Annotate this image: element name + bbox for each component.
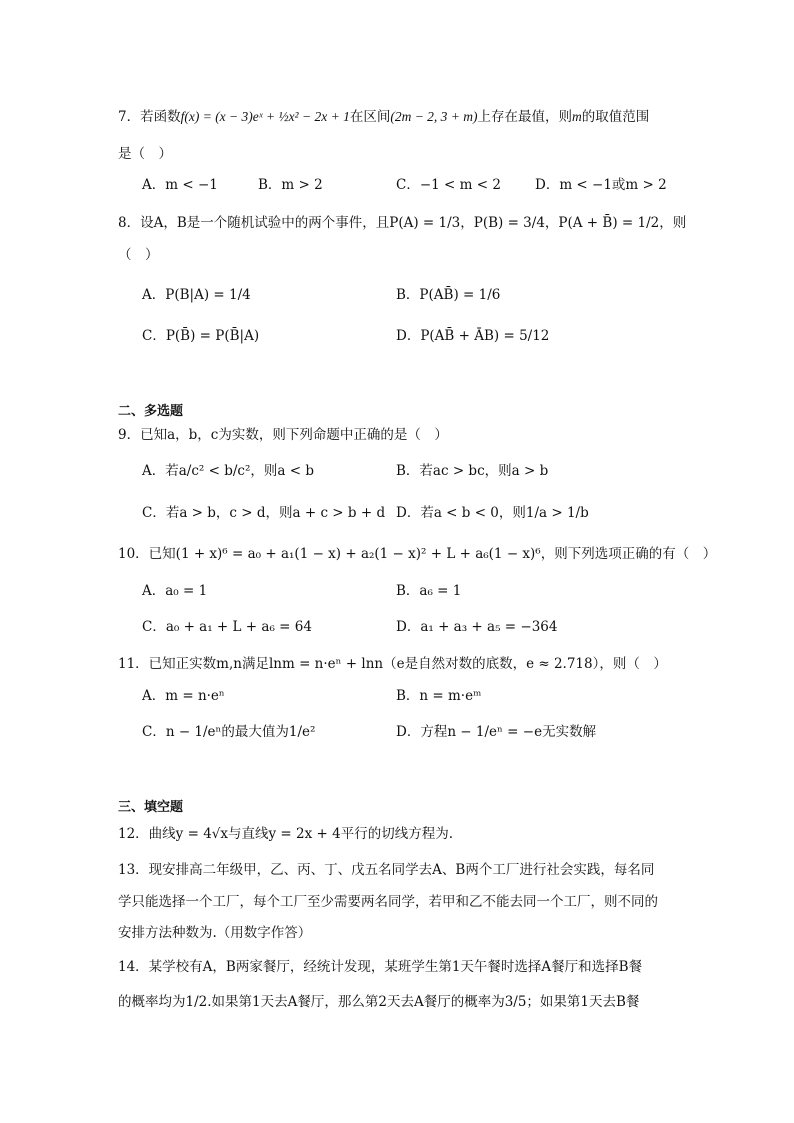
q8-stem: 8．设A，B是一个随机试验中的两个事件，且P(A) = 1/3，P(B) = 3/4，P(A + B̄) = 1/2，则	[118, 215, 687, 231]
q7-option-b: B．m > 2	[258, 177, 323, 193]
q11-option-c: C．n − 1/eⁿ的最大值为1/e²	[142, 724, 316, 740]
q7-stem-text-4: 的取值范围	[581, 109, 650, 125]
q9-option-a: A．若a/c² < b/c²，则a < b	[142, 463, 314, 479]
q12-stem: 12．曲线y = 4√x与直线y = 2x + 4平行的切线方程为.	[118, 826, 454, 842]
q9-option-b: B．若ac > bc，则a > b	[396, 463, 549, 479]
q7-option-c: C．−1 < m < 2	[396, 177, 501, 193]
q14-line-2: 的概率均为1/2.如果第1天去A餐厅，那么第2天去A餐厅的概率为3/5；如果第1天去B餐	[118, 994, 640, 1010]
q7-option-a: A．m < −1	[142, 177, 218, 193]
q7-stem-text-3: 上存在最值，则	[477, 109, 573, 125]
q11-option-a: A．m = n·eⁿ	[142, 688, 225, 704]
q10-option-d: D．a₁ + a₃ + a₅ = −364	[396, 619, 558, 635]
q8-option-c: C．P(B̄) = P(B̄|A)	[142, 328, 260, 344]
q7-var: m	[572, 109, 582, 124]
q13-line-1: 13．现安排高二年级甲，乙、丙、丁、戊五名同学去A、B两个工厂进行社会实践，每名同	[118, 862, 655, 878]
q8-stem-line2: （ ）	[118, 247, 159, 263]
q11-option-d: D．方程n − 1/eⁿ = −e无实数解	[396, 724, 597, 740]
q11-stem: 11．已知正实数m,n满足lnm = n·eⁿ + lnn（e是自然对数的底数，e ≈ 2.718），则（ ）	[118, 656, 667, 672]
q7-stem	[118, 106, 694, 128]
q8-option-a: A．P(B|A) = 1/4	[142, 287, 251, 303]
q14-line-1: 14．某学校有A，B两家餐厅，经统计发现，某班学生第1天午餐时选择A餐厅和选择B餐	[118, 959, 643, 975]
q9-stem: 9．已知a，b，c为实数，则下列命题中正确的是（ ）	[118, 427, 448, 443]
q8-option-b: B．P(AB̄) = 1/6	[396, 287, 501, 303]
q10-option-b: B．a₆ = 1	[396, 583, 462, 599]
q7-stem-text: 7．若函数	[118, 109, 181, 125]
q13-line-3: 安排方法种数为.（用数字作答）	[118, 925, 312, 941]
section-heading-multiple-choice: 二、多选题	[118, 404, 184, 419]
q7-option-d: D．m < −1或m > 2	[535, 177, 667, 193]
q13-line-2: 学只能选择一个工厂，每个工厂至少需要两名同学，若甲和乙不能去同一个工厂，则不同的	[118, 894, 658, 910]
q9-option-d: D．若a < b < 0，则1/a > 1/b	[396, 505, 589, 521]
q9-option-c: C．若a > b，c > d，则a + c > b + d	[142, 505, 386, 521]
q7-stem-line2: 是（ ）	[118, 146, 172, 162]
q10-option-c: C．a₀ + a₁ + L + a₆ = 64	[142, 619, 312, 635]
q10-stem: 10．已知(1 + x)⁶ = a₀ + a₁(1 − x) + a₂(1 − x)² + L + a₆(1 − x)⁶，则下列选项正确的有（ ）	[118, 546, 717, 562]
q8-option-d: D．P(AB̄ + ĀB) = 5/12	[396, 328, 550, 344]
q7-interval: (2m − 2, 3 + m)	[390, 109, 478, 124]
section-heading-fill-in: 三、填空题	[118, 800, 184, 815]
q7-formula: f(x) = (x − 3)eˣ + ½x² − 2x + 1	[180, 109, 350, 124]
q10-option-a: A．a₀ = 1	[142, 583, 208, 599]
q7-stem-text-2: 在区间	[349, 109, 391, 125]
q11-option-b: B．n = m·eᵐ	[396, 688, 482, 704]
